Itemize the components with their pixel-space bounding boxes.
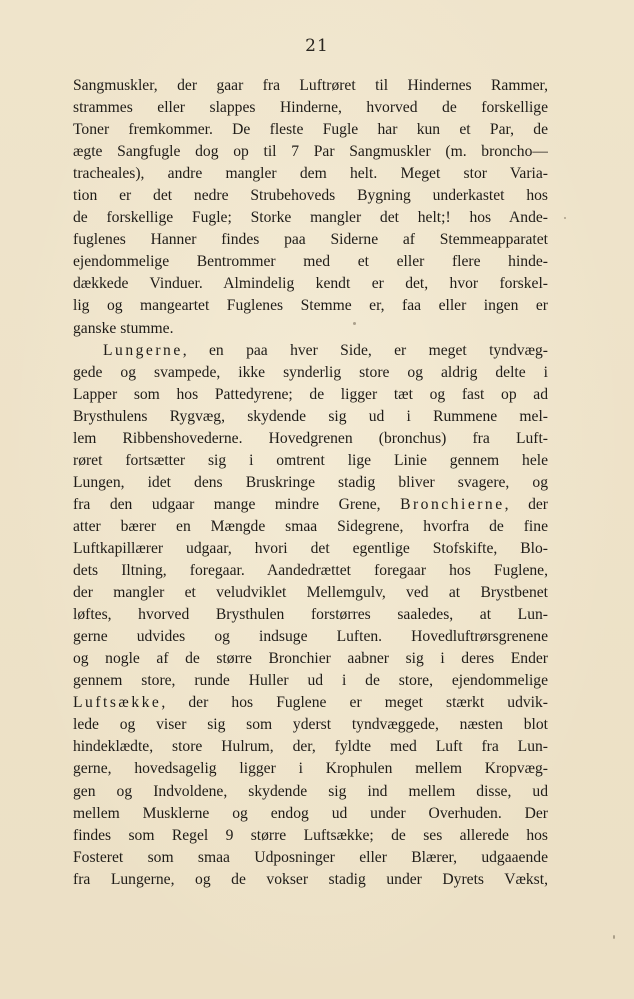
text-line: og nogle af de større Bronchier aabner sig i deres Ender — [73, 650, 548, 668]
paper-speck — [564, 217, 566, 219]
text-line: gede og svampede, ikke synderlig store og aldrig delte i — [73, 363, 548, 381]
text-line: hindeklædte, store Hulrum, der, fyldte med Luft fra Lun- — [73, 738, 548, 756]
text-line: lem Ribbenshovederne. Hovedgrenen (bronchus) fra Luft- — [73, 429, 548, 447]
text-line-with-emphasis — [73, 692, 548, 714]
text-line: Brysthulens Rygvæg, skydende sig ud i Rummene mel- — [73, 407, 548, 425]
text-line: fuglenes Hanner findes paa Siderne af Stemmeapparatet — [73, 231, 548, 249]
text-line: lig og mangeartet Fuglenes Stemme er, faa eller ingen er — [73, 297, 548, 315]
text-fragment: , en paa hver Side, er meget tyndvæg- — [182, 341, 548, 359]
text-line: Sangmuskler, der gaar fra Luftrøret til Hindernes Rammer, — [73, 77, 548, 94]
text-line: ganske stumme. — [73, 319, 174, 337]
paper-speck — [353, 322, 356, 325]
text-line: dets Iltning, foregaar. Aandedrættet foregaar hos Fuglene, — [73, 562, 548, 580]
text-line: røret fortsætter sig i omtrent lige Linie gennem hele — [73, 451, 548, 469]
paragraph-opening-line — [73, 340, 548, 362]
text-line: Lungen, idet dens Bruskringe stadig bliver svagere, og — [73, 473, 548, 491]
text-line: løftes, hvorved Brysthulen forstørres saaledes, at Lun- — [73, 606, 548, 624]
text-line: ægte Sangfugle dog op til 7 Par Sangmuskler (m. broncho— — [73, 143, 548, 161]
text-line: ejendommelige Bentrommer med et eller flere hinde- — [73, 253, 548, 271]
text-line: fra Lungerne, og de vokser stadig under Dyrets Vækst, — [73, 870, 548, 888]
text-fragment: fra den udgaar mange mindre Grene, — [73, 495, 401, 513]
text-line: tion er det nedre Strubehoveds Bygning underkastet hos — [73, 187, 548, 205]
text-line: der mangler et veludviklet Mellemgulv, ved at Brystbenet — [73, 584, 548, 602]
text-line-with-emphasis — [73, 494, 548, 516]
text-line: atter bærer en Mængde smaa Sidegrene, hvorfra de fine — [73, 517, 548, 535]
text-line: de forskellige Fugle; Storke mangler det helt;! hos Ande- — [73, 209, 548, 227]
text-line: Lapper som hos Pattedyrene; de ligger tæt og fast op ad — [73, 385, 548, 403]
text-line: gennem store, runde Huller ud i de store, ejendommelige — [73, 672, 548, 690]
text-line: lede og viser sig som yderst tyndvæggede, næsten blot — [73, 716, 548, 734]
body-text — [73, 75, 548, 891]
text-line: gerne, hovedsagelig ligger i Krophulen mellem Kropvæg- — [73, 760, 548, 778]
text-line: Luftkapillærer udgaar, hvori det egentlige Stofskifte, Blo- — [73, 539, 548, 557]
text-line: dækkede Vinduer. Almindelig kendt er det, hvor forskel- — [73, 275, 548, 293]
text-fragment: , der — [504, 495, 548, 513]
emphasized-term: Lungerne — [103, 341, 183, 359]
text-line: strammes eller slappes Hinderne, hvorved de forskellige — [73, 99, 548, 117]
page-number: 21 — [305, 36, 329, 56]
text-fragment: , der hos Fuglene er meget stærkt udvik- — [161, 694, 548, 712]
text-line: tracheales), andre mangler dem helt. Meget stor Varia- — [73, 165, 548, 183]
emphasized-term: Luftsække — [73, 694, 162, 712]
text-line: findes som Regel 9 større Luftsække; de ses allerede hos — [73, 826, 548, 844]
text-line: Fosteret som smaa Udposninger eller Blærer, udgaaende — [73, 848, 548, 866]
text-line: gerne udvides og indsuge Luften. Hovedluftrørsgrenene — [73, 628, 548, 646]
text-line: gen og Indvoldene, skydende sig ind mellem disse, ud — [73, 782, 548, 800]
emphasized-term: Bronchierne — [400, 495, 505, 513]
text-line: Toner fremkommer. De fleste Fugle har kun et Par, de — [73, 121, 548, 139]
text-line: mellem Musklerne og endog ud under Overhuden. Der — [73, 804, 548, 822]
paper-speck — [613, 935, 615, 939]
